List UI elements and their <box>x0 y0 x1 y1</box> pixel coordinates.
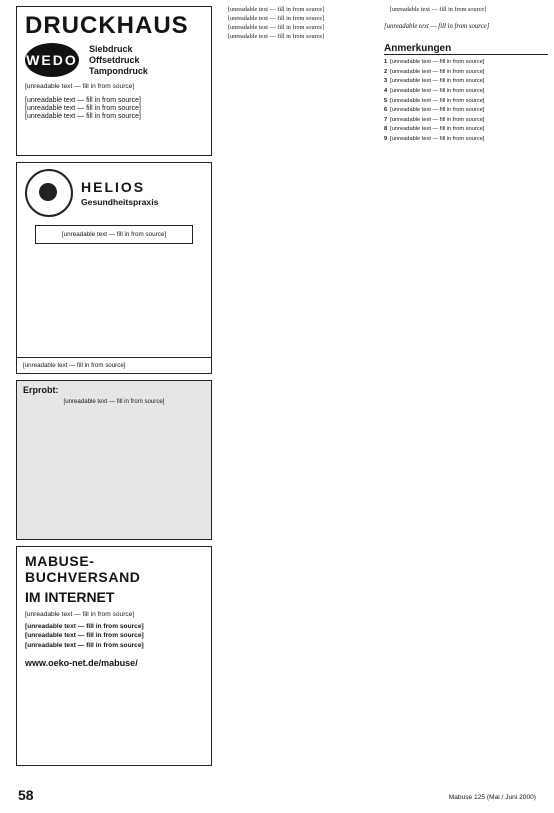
notes-list <box>384 59 548 142</box>
note-number: 2 <box>384 68 388 75</box>
note-item <box>384 69 548 76</box>
article-paragraph: [unreadable text — fill in from source] <box>228 15 325 23</box>
helios-footer: [unreadable text — fill in from source] <box>17 357 211 373</box>
note-number: 5 <box>384 97 388 104</box>
article-column-right <box>384 6 548 146</box>
ad-erproht <box>16 380 212 540</box>
article-paragraph: [unreadable text — fill in from source] <box>228 33 325 41</box>
druck-kind: Tampondruck <box>89 65 148 76</box>
helios-header <box>25 169 203 217</box>
note-text: [unreadable text — fill in from source] <box>390 68 485 75</box>
note-text: [unreadable text — fill in from source] <box>390 126 485 133</box>
note-number: 7 <box>384 116 388 123</box>
note-item <box>384 117 548 124</box>
note-item <box>384 136 548 143</box>
note-item <box>384 59 548 66</box>
mabuse-list <box>25 623 203 650</box>
mabuse-body <box>25 611 203 650</box>
note-item <box>384 78 548 85</box>
note-text: [unreadable text — fill in from source] <box>390 116 485 123</box>
druck-city: [unreadable text — fill in from source] <box>25 96 141 104</box>
article-paragraph: [unreadable text — fill in from source] <box>228 6 325 13</box>
mabuse-bullet: [unreadable text — fill in from source] <box>25 632 144 640</box>
note-item <box>384 107 548 114</box>
helios-services: [unreadable text — fill in from source] <box>35 225 193 244</box>
mabuse-intro: [unreadable text — fill in from source] <box>25 611 135 618</box>
wedo-logo: WEDO <box>25 43 79 77</box>
druck-street: [unreadable text — fill in from source] <box>25 105 141 112</box>
mabuse-subtitle: IM INTERNET <box>25 589 115 605</box>
note-text: [unreadable text — fill in from source] <box>390 107 485 114</box>
helios-titles <box>81 179 158 207</box>
page-number: 58 <box>18 787 34 803</box>
note-number: 3 <box>384 78 388 85</box>
ads-column <box>16 6 212 772</box>
article-column-mid <box>222 6 376 42</box>
article-paragraph: [unreadable text — fill in from source] <box>228 24 325 32</box>
ad-mabuse <box>16 546 212 766</box>
druck-phone: [unreadable text — fill in from source] <box>25 113 141 121</box>
note-item <box>384 126 548 133</box>
sun-icon <box>25 169 73 217</box>
note-item <box>384 98 548 105</box>
mabuse-url[interactable]: www.oeko-net.de/mabuse/ <box>25 657 138 668</box>
mabuse-title: MABUSE-BUCHVERSAND <box>25 553 141 585</box>
helios-name: HELIOS <box>81 179 146 195</box>
note-number: 9 <box>384 135 388 142</box>
ad-druckhaus <box>16 6 212 156</box>
druck-note: [unreadable text — fill in from source] <box>25 83 135 90</box>
druck-address <box>25 97 203 122</box>
ad-druckhaus-row <box>25 43 203 77</box>
author-note: [unreadable text — fill in from source] <box>384 23 490 31</box>
erproht-body: [unreadable text — fill in from source] <box>63 398 165 405</box>
note-number: 6 <box>384 107 388 114</box>
note-number: 4 <box>384 87 388 94</box>
note-text: [unreadable text — fill in from source] <box>390 135 485 142</box>
note-number: 8 <box>384 126 388 133</box>
helios-subtitle: Gesundheitspraxis <box>81 197 159 207</box>
note-text: [unreadable text — fill in from source] <box>390 87 485 94</box>
note-text: [unreadable text — fill in from source] <box>390 97 485 104</box>
note-text: [unreadable text — fill in from source] <box>390 59 485 66</box>
mabuse-bullet: [unreadable text — fill in from source] <box>25 622 144 630</box>
erproht-title: Erprobt: <box>23 385 59 395</box>
note-text: [unreadable text — fill in from source] <box>390 78 485 85</box>
druck-kinds <box>89 44 148 77</box>
ad-helios <box>16 162 212 374</box>
note-item <box>384 88 548 95</box>
note-number: 1 <box>384 59 388 66</box>
ad-druckhaus-title: DRUCKHAUS <box>25 12 189 39</box>
druck-kind: Siebdruck <box>89 43 133 54</box>
article-paragraph: [unreadable text — fill in from source] <box>390 6 487 13</box>
page-footer: Mabuse 125 (Mai / Juni 2000) <box>448 794 536 801</box>
notes-title: Anmerkungen <box>384 45 548 55</box>
mabuse-bullet: [unreadable text — fill in from source] <box>25 642 144 650</box>
druck-kind: Offsetdruck <box>89 54 140 65</box>
